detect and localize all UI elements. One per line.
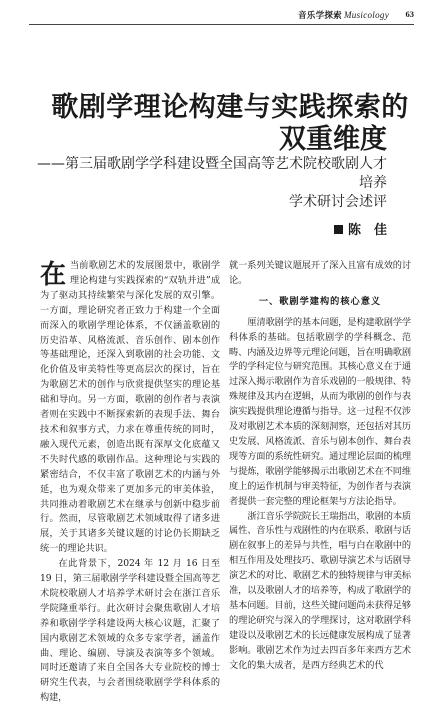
subtitle-line1: ——第三届歌剧学学科建设暨全国高等艺术院校歌剧人才培养 — [37, 156, 387, 191]
article-subtitle — [27, 155, 387, 212]
body-paragraph: 在当前歌剧艺术的发展图景中，歌剧学理论构建与实践探索的“双轨并进”成为了驱动其持续繁荣与深化发展的双引擎。一方面，理论研究者正致力于构建一个全面而深入的歌剧学理论体系，不仅涵盖歌剧的历史沿革、风格流派、音乐创作、剧本创作等基础理论，还深入到歌剧的社会功能、文化价值及审美特性等更高层次的探讨，旨在为歌剧艺术的创作与欣赏提供坚实的理论基础和导向。另一方面，歌剧的创作者与表演者则在实践中不断探索新的表现手法、舞台技术和叙事方式，力求在尊重传统的同时，融入现代元素，创造出既有深厚文化底蕴又不失时代感的歌剧作品。这种理论与实践的紧密结合，不仅丰富了歌剧艺术的内涵与外延，也为观众带来了更加多元的审美体验，共同推动着歌剧艺术在继承与创新中稳步前行。然而，尽管歌剧艺术领域取得了诸多进展，关于其诸多关键议题的讨论仍长期缺乏统一的理论共识。 — [40, 260, 220, 555]
author-name: 陈 佳 — [347, 223, 387, 238]
drop-cap: 在 — [40, 260, 66, 290]
author-byline — [334, 219, 387, 238]
left-column — [40, 259, 220, 706]
section-heading: 一、歌剧学建构的核心意义 — [258, 295, 382, 307]
body-paragraph-continued: 就一系列关键议题展开了深入且富有成效的讨论。 — [229, 260, 411, 286]
right-column — [229, 259, 411, 673]
running-header — [0, 0, 427, 26]
body-paragraph: 在此背景下，2024 年 12 月 16 日至 19 日，第三届歌剧学学科建设暨全国高等艺术院校歌剧人才培养学术研讨会在浙江音乐学院隆重举行。此次研讨会聚焦歌剧人才培养和歌剧学学科建设两大核心议题，汇聚了国内歌剧艺术领域的众多专家学者，涵盖作曲、理论、编剧、导演及表演等多个领域。同时还邀请了来自全国各大专业院校的博士研究生代表，与会者围绕歌剧学学科体系的构建， — [40, 558, 220, 704]
header-rule — [29, 24, 414, 25]
article-title-line2: 双重维度 — [279, 124, 387, 155]
article-title-line1: 歌剧学理论构建与实践探索的 — [51, 92, 409, 123]
subtitle-line2: 学术研讨会述评 — [289, 194, 387, 210]
section-name: 音乐学探索 Musicology — [297, 10, 389, 21]
square-bullet-icon — [334, 225, 343, 234]
body-paragraph: 浙江音乐学院院长王瑞指出，歌剧的本质属性、音乐性与戏剧性的内在联系、歌剧与话剧在叙事上的差异与共性，唱与白在歌剧中的相互作用及处理技巧、歌剧导演艺术与话剧导演艺术的对比、歌剧艺术的独特规律与审美标准，以及歌剧人才的培养等，构成了歌剧学的基本问题。目前，这些关键问题尚未获得足够的理论研究与深入的学理探讨，这对歌剧学科建设以及歌剧艺术的长远健康发展构成了显著影响。歌剧艺术作为过去四百多年来西方艺术文化的集大成者，是西方经典艺术的代 — [229, 510, 411, 671]
page-number: 63 — [405, 9, 414, 19]
body-paragraph: 厘清歌剧学的基本问题，是构建歌剧学学科体系的基础。包括歌剧学的学科概念、范畴、内涵及边界等元理论问题，旨在明确歌剧学的学科定位与研究范围。其核心意义在于通过深入揭示歌剧作为音乐戏剧的一般规律、特殊规律及其内在逻辑，从而为歌剧的创作与表演实践提供理论遵循与指导。这一过程不仅涉及对歌剧艺术本质的深刻洞察，还包括对其历史发展、风格流派、音乐与剧本创作、舞台表现等方面的系统性研究。通过理论层面的梳理与提炼，歌剧学能够揭示出歌剧艺术在不同维度上的运作机制与审美特征，为创作者与表演者提供一套完整的理论框架与方法论指导。 — [229, 316, 411, 507]
section-name-en: Musicology — [344, 10, 389, 20]
